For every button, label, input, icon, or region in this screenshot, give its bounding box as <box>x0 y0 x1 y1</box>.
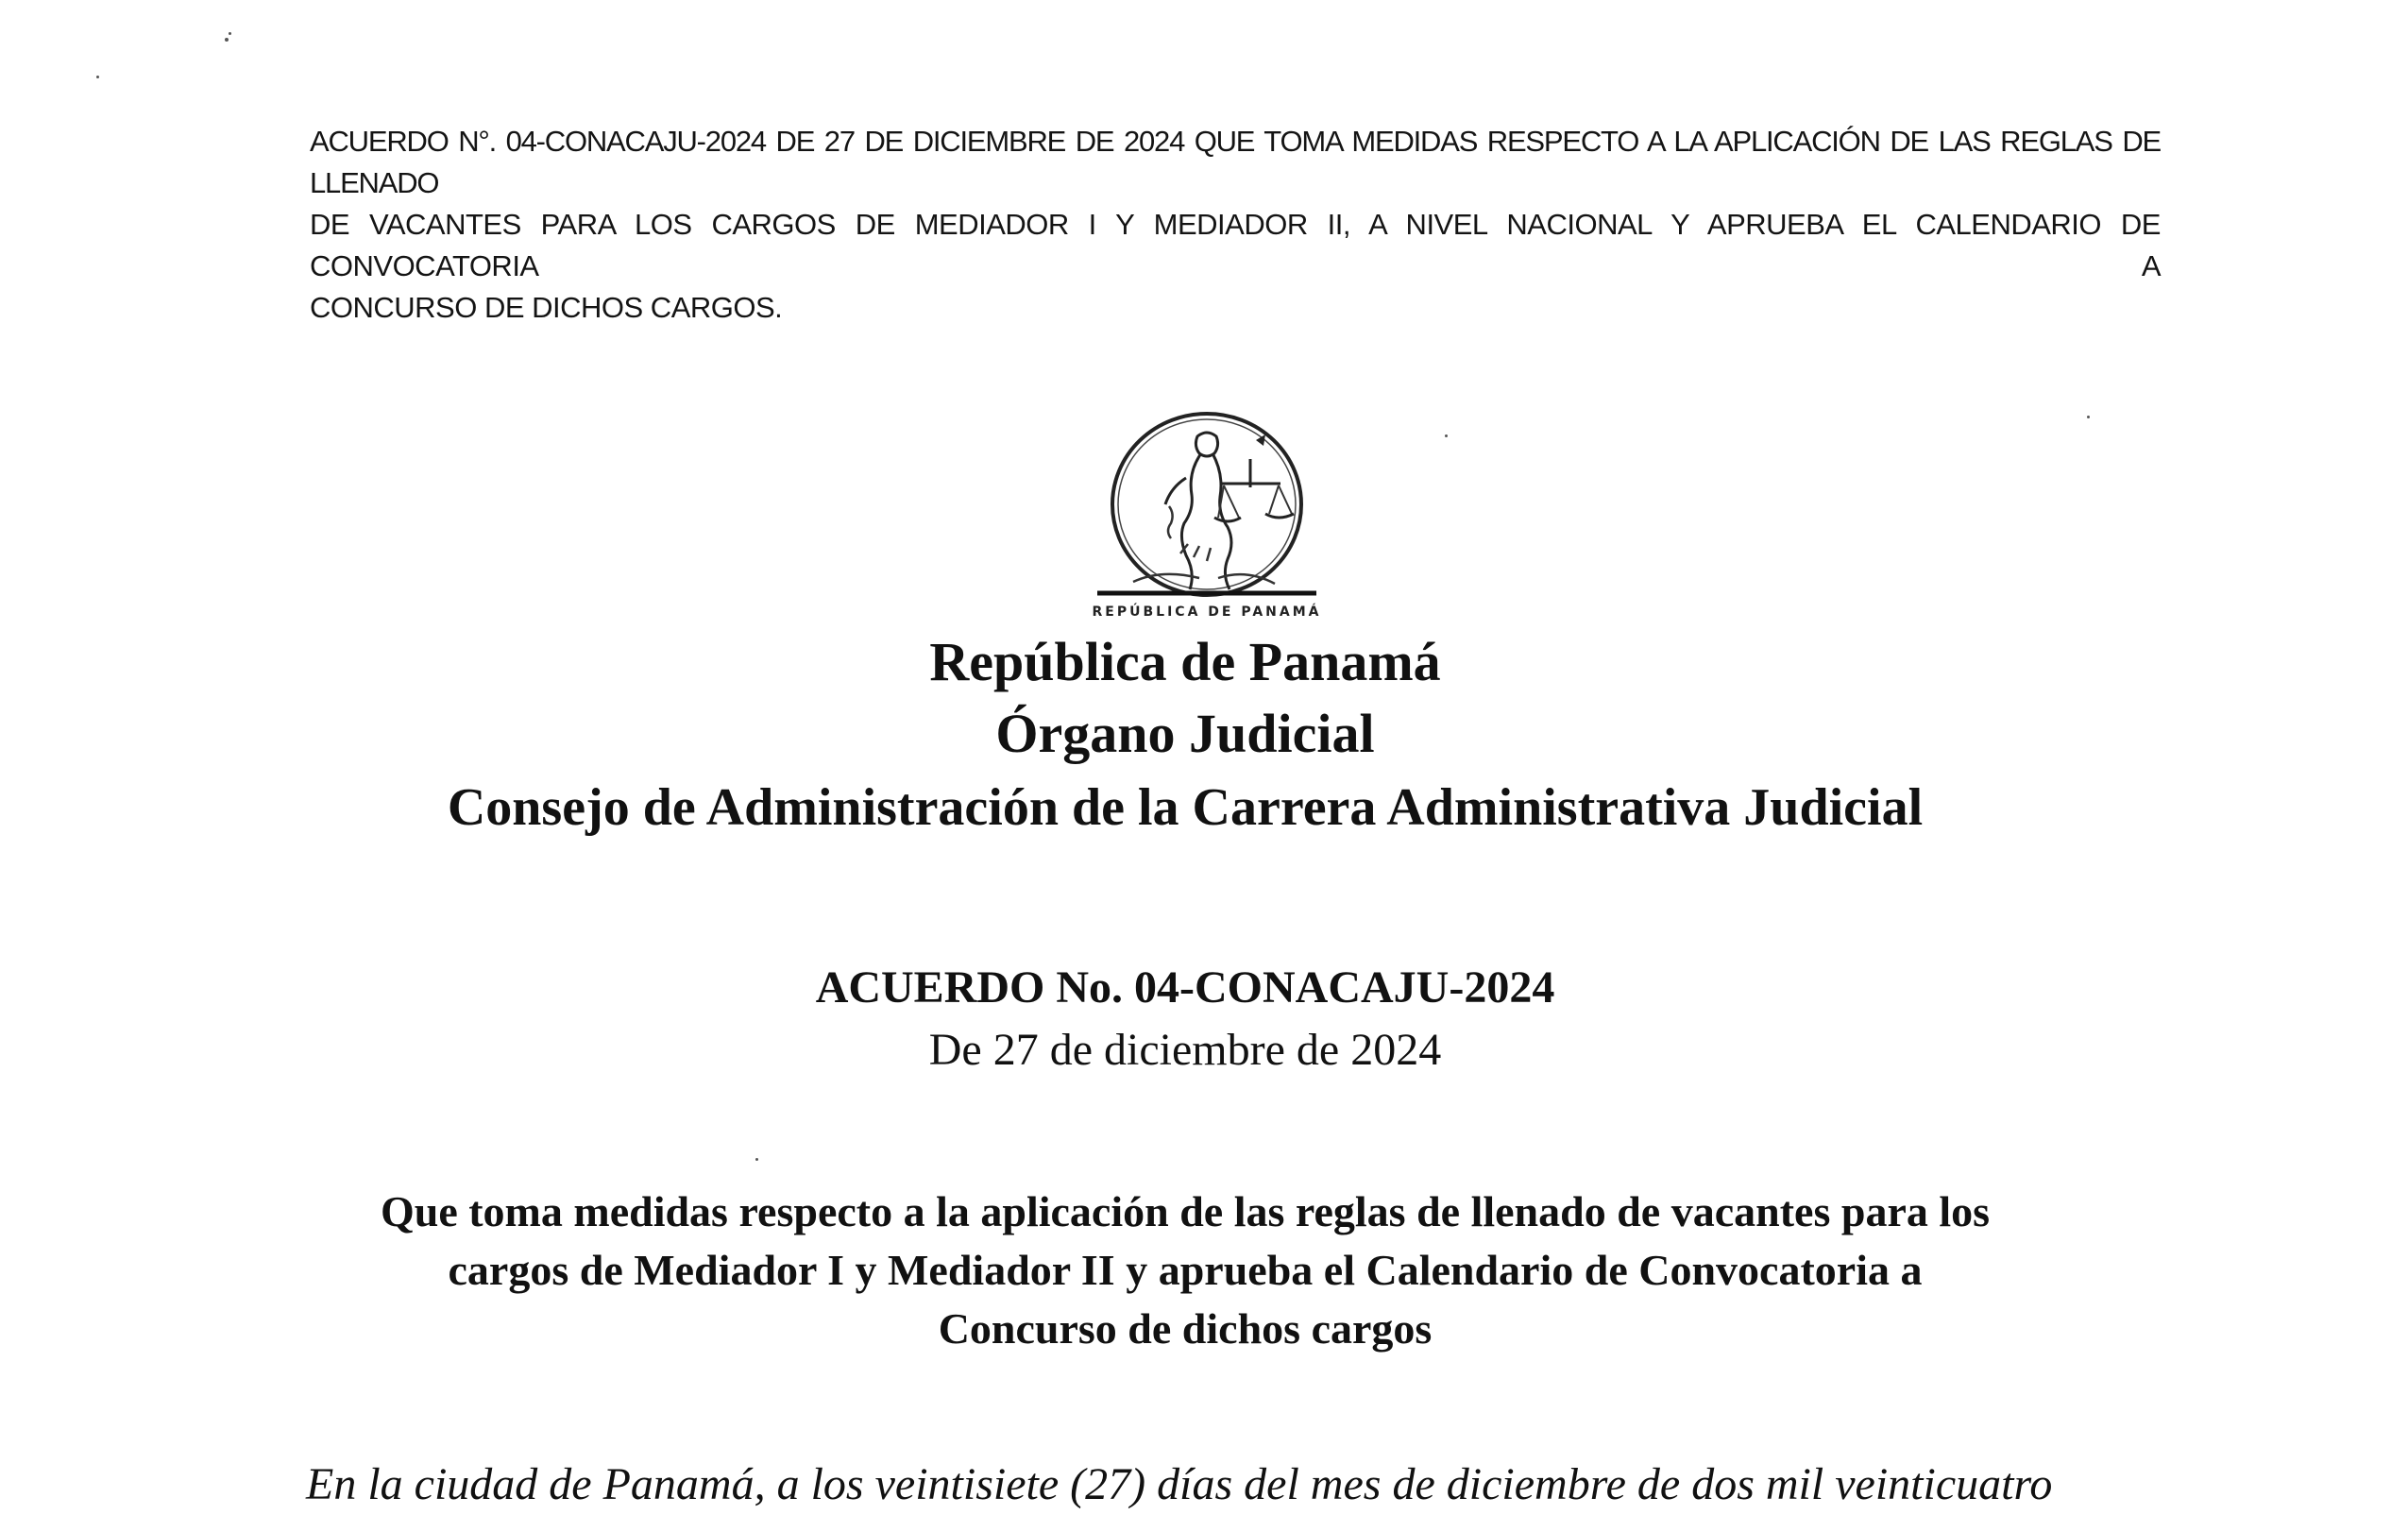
running-header-line-2: DE VACANTES PARA LOS CARGOS DE MEDIADOR I Y MEDIADOR II, A NIVEL NACIONAL Y APRUEBA EL CALENDARIO DE CONVOCATORIA A <box>310 208 2161 282</box>
organ-heading: Órgano Judicial <box>995 703 1375 764</box>
coat-of-arms-seal-icon <box>1092 412 1322 625</box>
scan-speck <box>229 32 231 35</box>
scan-speck <box>225 38 229 42</box>
running-header-line-1: ACUERDO N°. 04-CONACAJU-2024 DE 27 DE DICIEMBRE DE 2024 QUE TOMA MEDIDAS RESPECTO A LA APLICACIÓN DE LAS REGLAS DE LLENADO <box>310 125 2161 199</box>
agreement-title: ACUERDO No. 04-CONACAJU-2024 <box>815 962 1555 1013</box>
scan-speck <box>96 76 99 78</box>
agreement-subject <box>321 1183 2049 1358</box>
council-heading: Consejo de Administración de la Carrera Administrativa Judicial <box>447 778 1924 837</box>
body-first-line-partial: En la ciudad de Panamá, a los veintisiete (27) días del mes de diciembre de dos mil veinticuatro <box>306 1459 2053 1509</box>
scan-speck <box>755 1158 758 1161</box>
seal-caption: REPÚBLICA DE PANAMÁ <box>1092 604 1322 620</box>
subject-line-1: Que toma medidas respecto a la aplicación de las reglas de llenado de vacantes para los <box>380 1187 1991 1235</box>
country-heading: República de Panamá <box>929 631 1441 692</box>
subject-line-2: cargos de Mediador I y Mediador II y aprueba el Calendario de Convocatoria a <box>448 1246 1923 1294</box>
agreement-date: De 27 de diciembre de 2024 <box>928 1025 1442 1075</box>
running-header <box>310 121 2161 329</box>
running-header-line-3: CONCURSO DE DICHOS CARGOS. <box>310 291 783 324</box>
scan-speck <box>2087 416 2090 418</box>
subject-line-3: Concurso de dichos cargos <box>938 1304 1433 1353</box>
scan-speck <box>1445 434 1448 437</box>
